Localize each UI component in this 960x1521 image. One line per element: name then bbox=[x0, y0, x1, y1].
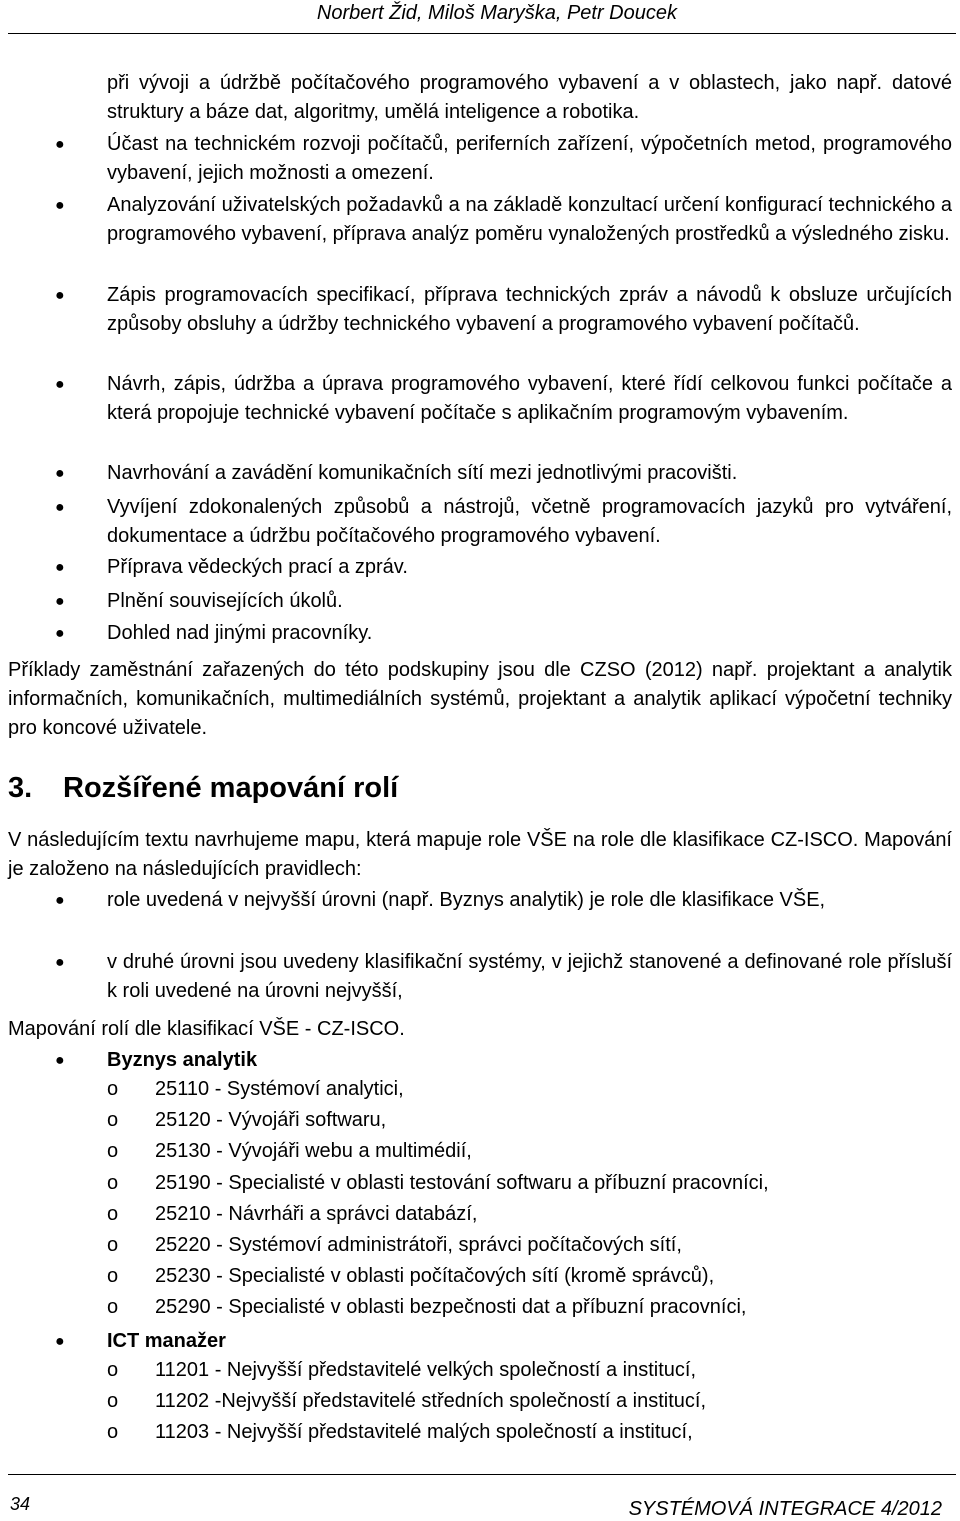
list-item: Příprava vědeckých prací a zpráv. bbox=[107, 556, 408, 578]
circle-bullet-icon: o bbox=[107, 1109, 119, 1131]
group-name: ICT manažer bbox=[107, 1330, 226, 1352]
circle-bullet-icon: o bbox=[107, 1140, 119, 1162]
section-heading bbox=[8, 772, 398, 805]
group-name: Byznys analytik bbox=[107, 1049, 258, 1071]
circle-bullet-icon: o bbox=[107, 1359, 119, 1381]
list-item: Navrhování a zavádění komunikačních sítí mezi jednotlivými pracovišti. bbox=[107, 462, 738, 484]
circle-bullet-icon: o bbox=[107, 1390, 119, 1412]
bullet-icon: ● bbox=[55, 625, 65, 642]
circle-bullet-icon: o bbox=[107, 1078, 119, 1100]
bullet-icon: ● bbox=[55, 1052, 65, 1069]
classification-item: 25220 - Systémoví administrátoři, správci počítačových sítí, bbox=[155, 1234, 682, 1256]
list-continuation: při vývoji a údržbě počítačového programového vybavení a v oblastech, jako např. datové struktury a báze dat, algoritmy, umělá inteligence a robotika. bbox=[107, 72, 952, 123]
section-intro: V následujícím textu navrhujeme mapu, která mapuje role VŠE na role dle klasifikace CZ-ISCO. Mapování je založeno na následujících pravidlech: bbox=[8, 829, 952, 880]
list-item: Plnění souvisejících úkolů. bbox=[107, 590, 343, 612]
bullet-icon: ● bbox=[55, 376, 65, 393]
classification-item: 25290 - Specialisté v oblasti bezpečnosti dat a příbuzní pracovníci, bbox=[155, 1296, 747, 1318]
bullet-icon: ● bbox=[55, 593, 65, 610]
circle-bullet-icon: o bbox=[107, 1265, 119, 1287]
rule-item: v druhé úrovni jsou uvedeny klasifikační systémy, v jejichž stanovené a definované role přísluší k roli uvedené na úrovni nejvyšší, bbox=[107, 951, 952, 1002]
classification-item: 11201 - Nejvyšší představitelé velkých společností a institucí, bbox=[155, 1359, 696, 1381]
list-item: Vyvíjení zdokonalených způsobů a nástrojů, včetně programovacích jazyků pro vytváření, dokumentace a údržbu počítačového programového vybavení. bbox=[107, 496, 952, 547]
bullet-icon: ● bbox=[55, 559, 65, 576]
classification-item: 11202 -Nejvyšší představitelé středních společností a institucí, bbox=[155, 1390, 707, 1412]
circle-bullet-icon: o bbox=[107, 1234, 119, 1256]
bullet-icon: ● bbox=[55, 892, 65, 909]
circle-bullet-icon: o bbox=[107, 1296, 119, 1318]
bullet-icon: ● bbox=[55, 136, 65, 153]
list-item: Účast na technickém rozvoji počítačů, periferních zařízení, výpočetních metod, programového vybavení, jejich možnosti a omezení. bbox=[107, 133, 952, 184]
classification-item: 25130 - Vývojáři webu a multimédií, bbox=[155, 1140, 472, 1162]
list-item: Zápis programovacích specifikací, příprava technických zpráv a návodů k obsluze určujících způsoby obsluhy a údržby technického vybavení a programového vybavení počítačů. bbox=[107, 284, 952, 335]
mapping-title: Mapování rolí dle klasifikací VŠE - CZ-ISCO. bbox=[8, 1018, 405, 1040]
rule-item: role uvedená v nejvyšší úrovni (např. Byznys analytik) je role dle klasifikace VŠE, bbox=[107, 889, 826, 911]
bullet-icon: ● bbox=[55, 197, 65, 214]
section-title: Rozšířené mapování rolí bbox=[63, 772, 399, 804]
classification-item: 25190 - Specialisté v oblasti testování softwaru a příbuzní pracovníci, bbox=[155, 1172, 769, 1194]
circle-bullet-icon: o bbox=[107, 1203, 119, 1225]
running-header-authors: Norbert Žid, Miloš Maryška, Petr Doucek bbox=[316, 2, 677, 24]
classification-item: 25230 - Specialisté v oblasti počítačových sítí (kromě správců), bbox=[155, 1265, 715, 1287]
list-item: Dohled nad jinými pracovníky. bbox=[107, 622, 373, 644]
classification-item: 25210 - Návrháři a správci databází, bbox=[155, 1203, 478, 1225]
section-number: 3. bbox=[8, 772, 33, 804]
bullet-icon: ● bbox=[55, 954, 65, 971]
circle-bullet-icon: o bbox=[107, 1421, 119, 1443]
footer-divider bbox=[8, 1474, 956, 1475]
page-number: 34 bbox=[10, 1494, 31, 1514]
list-item: Návrh, zápis, údržba a úprava programového vybavení, které řídí celkovou funkci počítače a která propojuje technické vybavení počítače s aplikačním programovým vybavením. bbox=[107, 373, 952, 424]
examples-paragraph: Příklady zaměstnání zařazených do této podskupiny jsou dle CZSO (2012) např. projektant a analytik informačních, komunikačních, multimediálních systémů, projektant a analytik aplikací výpočetní techniky pro koncové uživatele. bbox=[8, 659, 952, 739]
bullet-icon: ● bbox=[55, 465, 65, 482]
classification-item: 25110 - Systémoví analytici, bbox=[155, 1078, 404, 1100]
journal-name: SYSTÉMOVÁ INTEGRACE 4/2012 bbox=[628, 1498, 942, 1520]
header-divider bbox=[8, 33, 956, 34]
circle-bullet-icon: o bbox=[107, 1172, 119, 1194]
bullet-icon: ● bbox=[55, 1333, 65, 1350]
classification-item: 25120 - Vývojáři softwaru, bbox=[155, 1109, 387, 1131]
classification-item: 11203 - Nejvyšší představitelé malých společností a institucí, bbox=[155, 1421, 693, 1443]
bullet-icon: ● bbox=[55, 499, 65, 516]
bullet-icon: ● bbox=[55, 287, 65, 304]
list-item: Analyzování uživatelských požadavků a na základě konzultací určení konfigurací technického a programového vybavení, příprava analýz poměru vynaložených prostředků a výsledného zisku. bbox=[107, 194, 952, 245]
